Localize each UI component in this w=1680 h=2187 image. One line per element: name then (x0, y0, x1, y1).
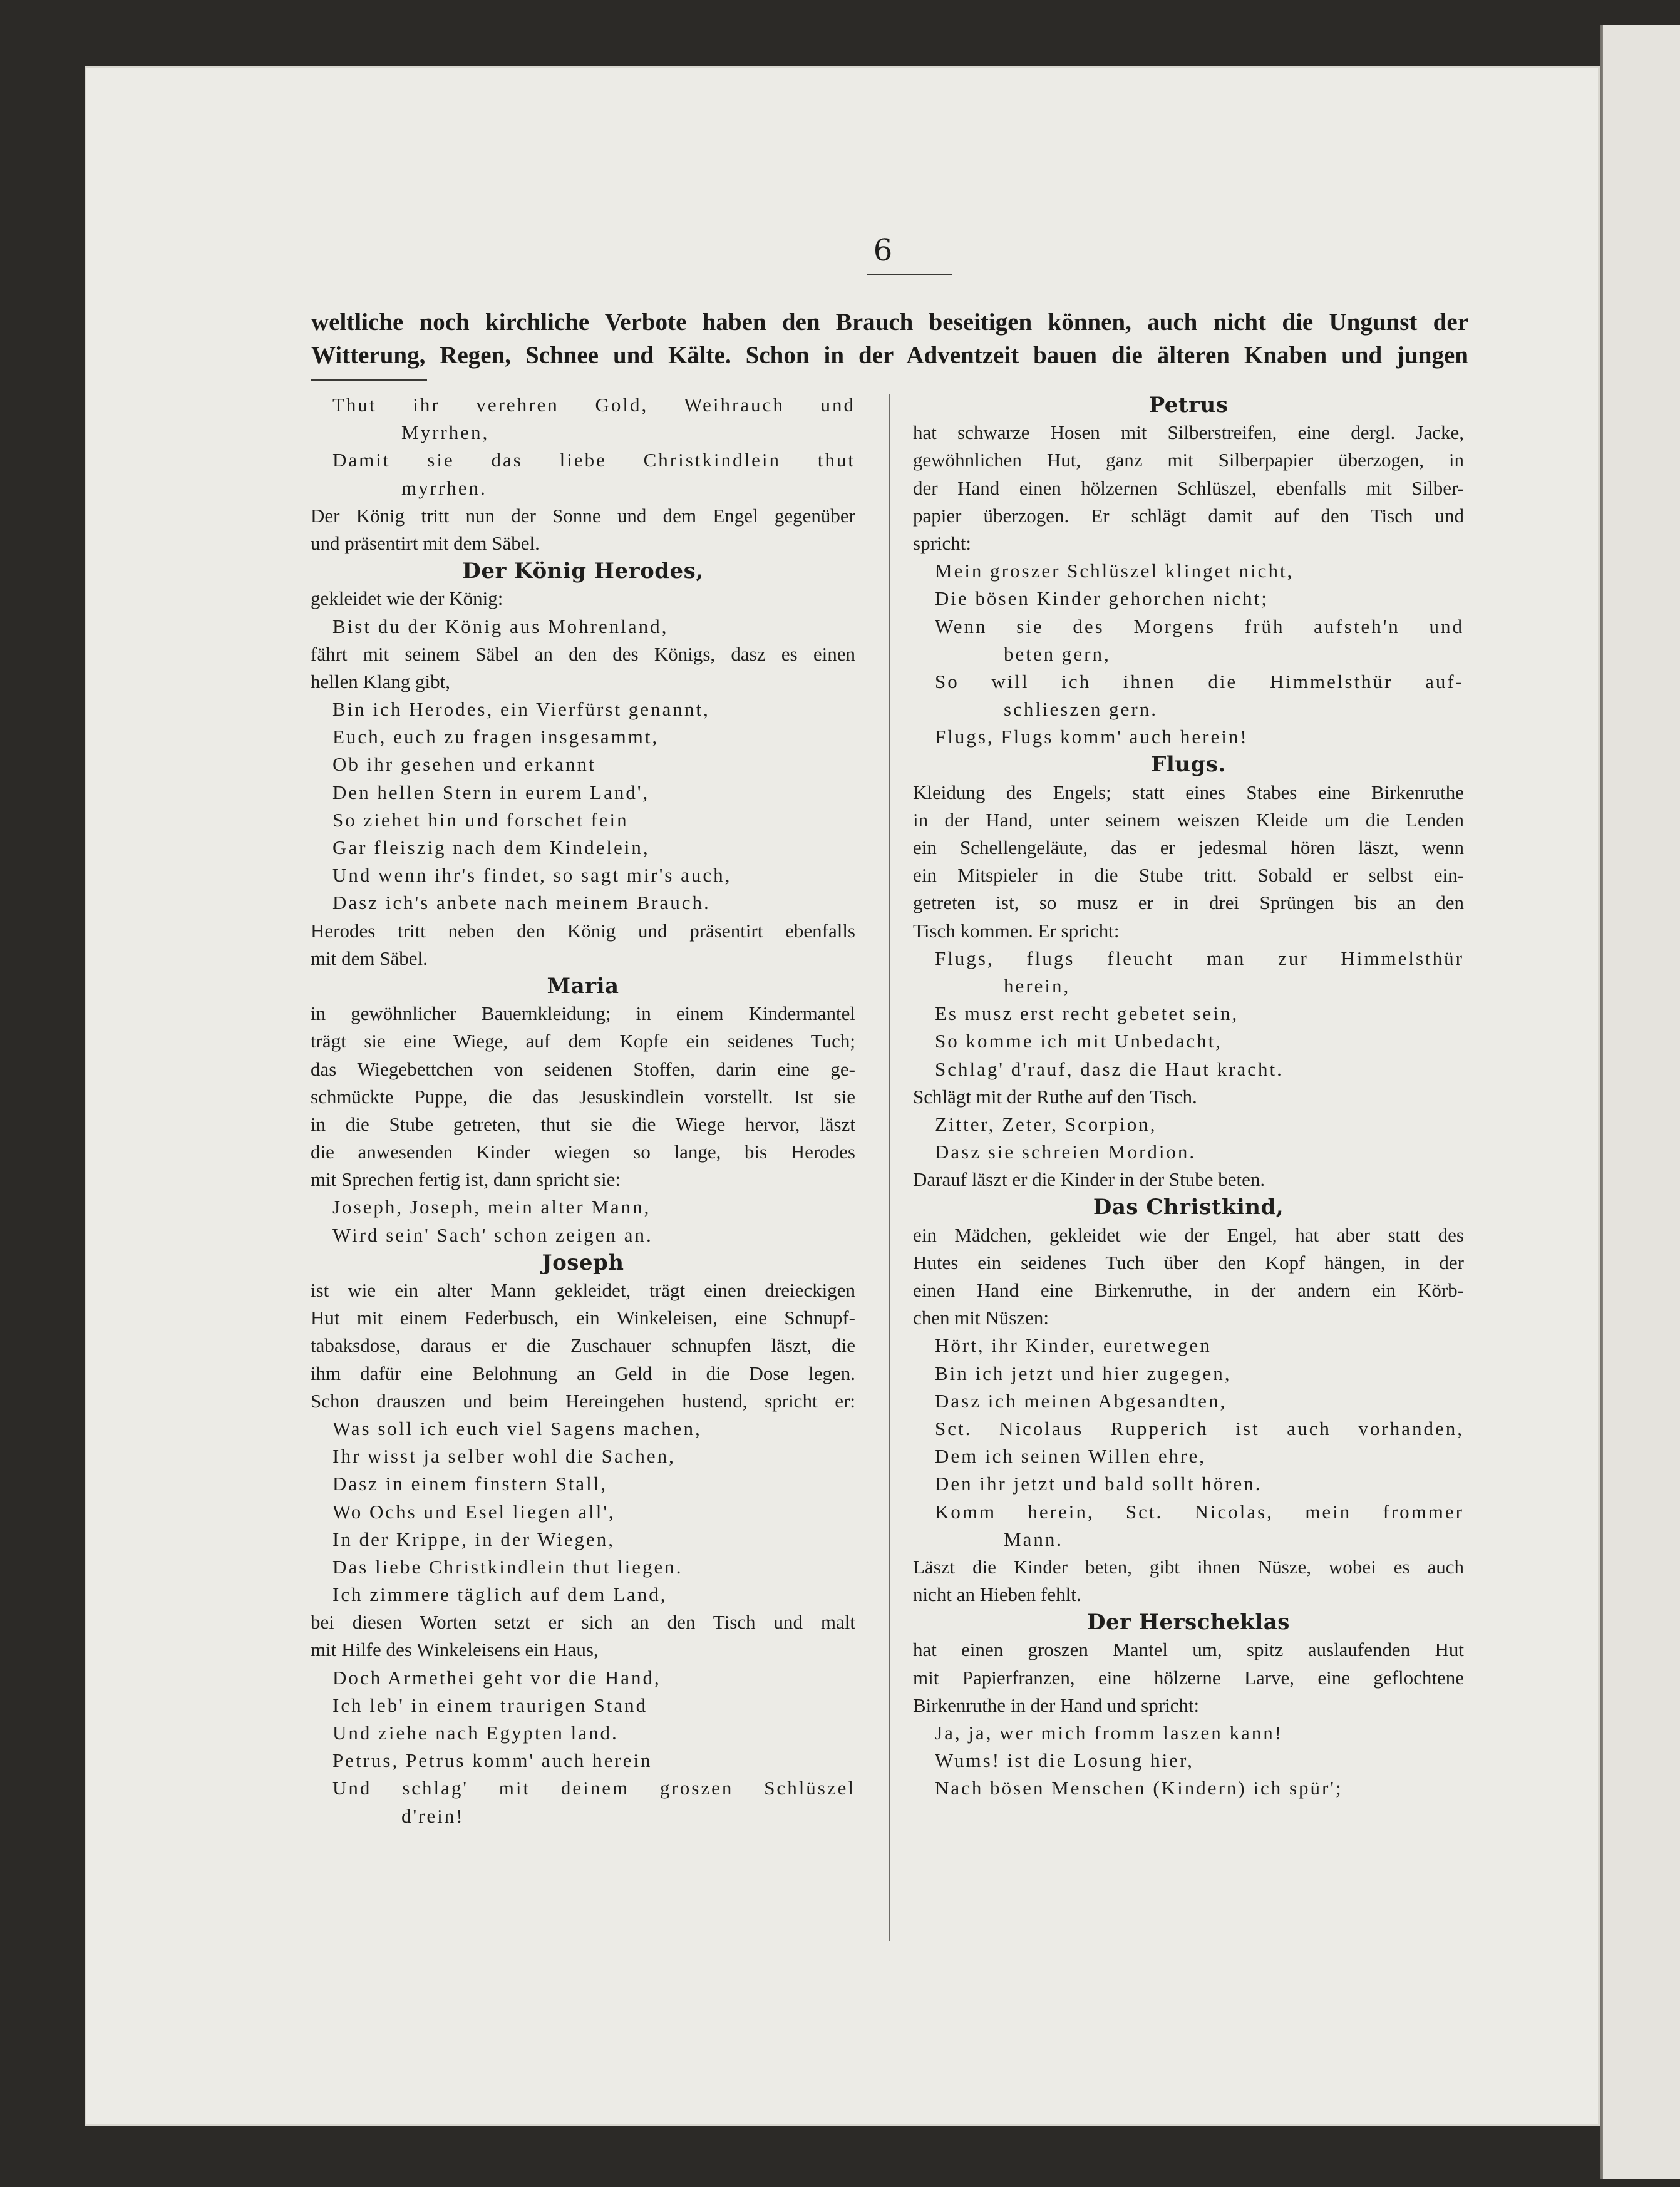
verse-line: Flugs, Flugs komm' auch herein! (935, 726, 1249, 748)
verse-line: Hört, ihr Kinder, euretwegen (935, 1334, 1212, 1357)
page-number-rule (867, 274, 952, 275)
verse-line: Myrrhen, (401, 421, 490, 444)
prose-line: hellen Klang gibt, (311, 670, 450, 692)
prose-line: Tisch kommen. Er spricht: (913, 919, 1120, 942)
prose-line: trägt sie eine Wiege, auf dem Kopfe ein seidenes Tuch; (311, 1030, 855, 1052)
verse-line: Mein groszer Schlüszel klinget nicht, (935, 560, 1294, 582)
verse-line: Die bösen Kinder gehorchen nicht; (935, 587, 1269, 610)
prose-line: schmückte Puppe, die das Jesuskindlein vorstellt. Ist sie (311, 1085, 855, 1108)
verse-line: Ob ihr gesehen und erkannt (332, 753, 596, 776)
verse-line: d'rein! (401, 1804, 465, 1827)
verse-line: Zitter, Zeter, Scorpion, (935, 1113, 1157, 1135)
section-heading: Der König Herodes, (462, 558, 704, 584)
prose-line: tabaksdose, daraus er die Zuschauer schnupfen läszt, die (311, 1334, 855, 1357)
prose-line: mit dem Säbel. (311, 947, 428, 969)
prose-line: getreten ist, so musz er in drei Sprüngen bis an den (913, 892, 1464, 914)
verse-line: So komme ich mit Unbedacht, (935, 1030, 1222, 1052)
verse-line: myrrhen. (401, 476, 487, 499)
verse-line: Petrus, Petrus komm' auch herein (332, 1749, 652, 1772)
verse-line: Dasz in einem finstern Stall, (332, 1473, 608, 1495)
verse-line: Und ziehe nach Egypten land. (332, 1722, 619, 1744)
prose-line: hat schwarze Hosen mit Silberstreifen, eine dergl. Jacke, (913, 421, 1464, 444)
prose-line: mit Papierfranzen, eine hölzerne Larve, eine geflochtene (913, 1666, 1464, 1689)
verse-line: Es musz erst recht gebetet sein, (935, 1002, 1239, 1025)
section-heading: Der Herscheklas (1087, 1610, 1290, 1635)
verse-line: herein, (1004, 974, 1071, 997)
prose-line: Darauf läszt er die Kinder in der Stube beten. (913, 1168, 1265, 1191)
next-page-edge (1603, 25, 1680, 2179)
verse-line: Ich leb' in einem traurigen Stand (332, 1694, 648, 1716)
verse-line: Sct. Nicolaus Rupperich ist auch vorhanden, (935, 1417, 1464, 1439)
prose-line: ihm dafür eine Belohnung an Geld in die Dose legen. (311, 1362, 855, 1384)
prose-line: Läszt die Kinder beten, gibt ihnen Nüsze, wobei es auch (913, 1555, 1464, 1578)
prose-line: einen Hand eine Birkenruthe, in der andern ein Körb- (913, 1279, 1464, 1301)
verse-line: In der Krippe, in der Wiegen, (332, 1528, 616, 1550)
verse-line: Den ihr jetzt und bald sollt hören. (935, 1473, 1262, 1495)
verse-line: Euch, euch zu fragen insgesammt, (332, 726, 659, 748)
verse-line: Dasz ich's anbete nach meinem Brauch. (332, 892, 711, 914)
prose-line: Herodes tritt neben den König und präsentirt ebenfalls (311, 919, 855, 942)
prose-line: und präsentirt mit dem Säbel. (311, 532, 540, 554)
prose-line: bei diesen Worten setzt er sich an den Tisch und malt (311, 1611, 855, 1634)
prose-line: gewöhnlichen Hut, ganz mit Silberpapier überzogen, in (913, 449, 1464, 471)
verse-line: Thut ihr verehren Gold, Weihrauch und (332, 394, 855, 416)
verse-line: Ja, ja, wer mich fromm laszen kann! (935, 1722, 1284, 1744)
prose-line: Birkenruthe in der Hand und spricht: (913, 1694, 1200, 1716)
footnote-rule (311, 379, 427, 381)
verse-line: Schlag' d'rauf, dasz die Haut kracht. (935, 1057, 1284, 1080)
prose-line: das Wiegebettchen von seidenen Stoffen, darin eine ge- (311, 1057, 855, 1080)
section-heading: Flugs. (1151, 752, 1226, 778)
verse-line: Flugs, flugs fleucht man zur Himmelsthür (935, 947, 1464, 969)
verse-line: Bist du der König aus Mohrenland, (332, 615, 669, 637)
verse-line: schlieszen gern. (1004, 698, 1158, 721)
prose-line: mit Sprechen fertig ist, dann spricht sie: (311, 1168, 621, 1191)
prose-line: ein Mädchen, gekleidet wie der Engel, hat aber statt des (913, 1223, 1464, 1246)
verse-line: Joseph, Joseph, mein alter Mann, (332, 1196, 651, 1218)
verse-line: Wird sein' Sach' schon zeigen an. (332, 1223, 653, 1246)
verse-line: Wums! ist die Losung hier, (935, 1749, 1194, 1772)
prose-line: Kleidung des Engels; statt eines Stabes eine Birkenruthe (913, 781, 1464, 803)
prose-line: Hutes ein seidenes Tuch über den Kopf hängen, in der (913, 1251, 1464, 1274)
prose-line: die anwesenden Kinder wiegen so lange, bis Herodes (311, 1141, 855, 1163)
verse-line: Dasz ich meinen Abgesandten, (935, 1389, 1227, 1412)
prose-line: in der Hand, unter seinem weiszen Kleide um die Lenden (913, 808, 1464, 831)
right-column (913, 391, 1464, 1803)
verse-line: Komm herein, Sct. Nicolas, mein frommer (935, 1500, 1464, 1523)
prose-line: spricht: (913, 532, 971, 554)
verse-line: Bin ich jetzt und hier zugegen, (935, 1362, 1232, 1384)
verse-line: Mann. (1004, 1528, 1064, 1550)
verse-line: Was soll ich euch viel Sagens machen, (332, 1417, 702, 1439)
page-number: 6 (873, 233, 893, 268)
prose-line: Schon drauszen und beim Hereingehen hustend, spricht er: (311, 1389, 855, 1412)
prose-line: Hut mit einem Federbusch, ein Winkeleisen, eine Schnupf- (311, 1307, 855, 1329)
verse-line: Das liebe Christkindlein thut liegen. (332, 1555, 683, 1578)
verse-line: Wenn sie des Morgens früh aufsteh'n und (935, 615, 1464, 637)
section-heading: Das Christkind, (1093, 1195, 1284, 1220)
prose-line: fährt mit seinem Säbel an den des Königs, dasz es einen (311, 642, 855, 665)
section-heading: Maria (547, 973, 619, 999)
prose-line: papier überzogen. Er schlägt damit auf den Tisch und (913, 504, 1464, 527)
prose-line: in die Stube getreten, thut sie die Wiege hervor, läszt (311, 1113, 855, 1135)
intro-line-2: Witterung, Regen, Schnee und Kälte. Schon in der Adventzeit bauen die älteren Knaben und jungen (311, 342, 1468, 369)
verse-line: So ziehet hin und forschet fein (332, 808, 629, 831)
prose-line: Schlägt mit der Ruthe auf den Tisch. (913, 1085, 1197, 1108)
verse-line: Und wenn ihr's findet, so sagt mir's auch, (332, 864, 732, 887)
section-heading: Petrus (1148, 393, 1229, 418)
prose-line: hat einen groszen Mantel um, spitz auslaufenden Hut (913, 1639, 1464, 1661)
verse-line: beten gern, (1004, 642, 1111, 665)
left-column (311, 391, 855, 1830)
prose-line: in gewöhnlicher Bauernkleidung; in einem Kindermantel (311, 1002, 855, 1025)
verse-line: So will ich ihnen die Himmelsthür auf- (935, 670, 1464, 692)
prose-line: ein Mitspieler in die Stube tritt. Sobald er selbst ein- (913, 864, 1464, 887)
prose-line: Der König tritt nun der Sonne und dem Engel gegenüber (311, 504, 855, 527)
prose-line: ein Schellengeläute, das er jedesmal hören läszt, wenn (913, 836, 1464, 858)
verse-line: Gar fleiszig nach dem Kindelein, (332, 836, 650, 858)
verse-line: Bin ich Herodes, ein Vierfürst genannt, (332, 698, 710, 721)
verse-line: Damit sie das liebe Christkindlein thut (332, 449, 855, 471)
prose-line: ist wie ein alter Mann gekleidet, trägt einen dreieckigen (311, 1279, 855, 1301)
verse-line: Dem ich seinen Willen ehre, (935, 1445, 1206, 1468)
verse-line: Den hellen Stern in eurem Land', (332, 781, 650, 803)
verse-line: Und schlag' mit deinem groszen Schlüszel (332, 1777, 855, 1799)
prose-line: chen mit Nüszen: (913, 1307, 1049, 1329)
verse-line: Dasz sie schreien Mordion. (935, 1141, 1197, 1163)
intro-line-1: weltliche noch kirchliche Verbote haben den Brauch beseitigen können, auch nicht die Ungunst der (311, 309, 1468, 336)
verse-line: Ich zimmere täglich auf dem Land, (332, 1583, 667, 1606)
section-heading: Joseph (542, 1250, 624, 1275)
prose-line: gekleidet wie der König: (311, 587, 503, 610)
column-divider (889, 394, 890, 1941)
verse-line: Nach bösen Menschen (Kindern) ich spür'; (935, 1777, 1343, 1799)
prose-line: der Hand einen hölzernen Schlüszel, ebenfalls mit Silber- (913, 476, 1464, 499)
prose-line: nicht an Hieben fehlt. (913, 1583, 1081, 1606)
verse-line: Doch Armethei geht vor die Hand, (332, 1666, 661, 1689)
prose-line: mit Hilfe des Winkeleisens ein Haus, (311, 1639, 599, 1661)
verse-line: Ihr wisst ja selber wohl die Sachen, (332, 1445, 676, 1468)
verse-line: Wo Ochs und Esel liegen all', (332, 1500, 616, 1523)
